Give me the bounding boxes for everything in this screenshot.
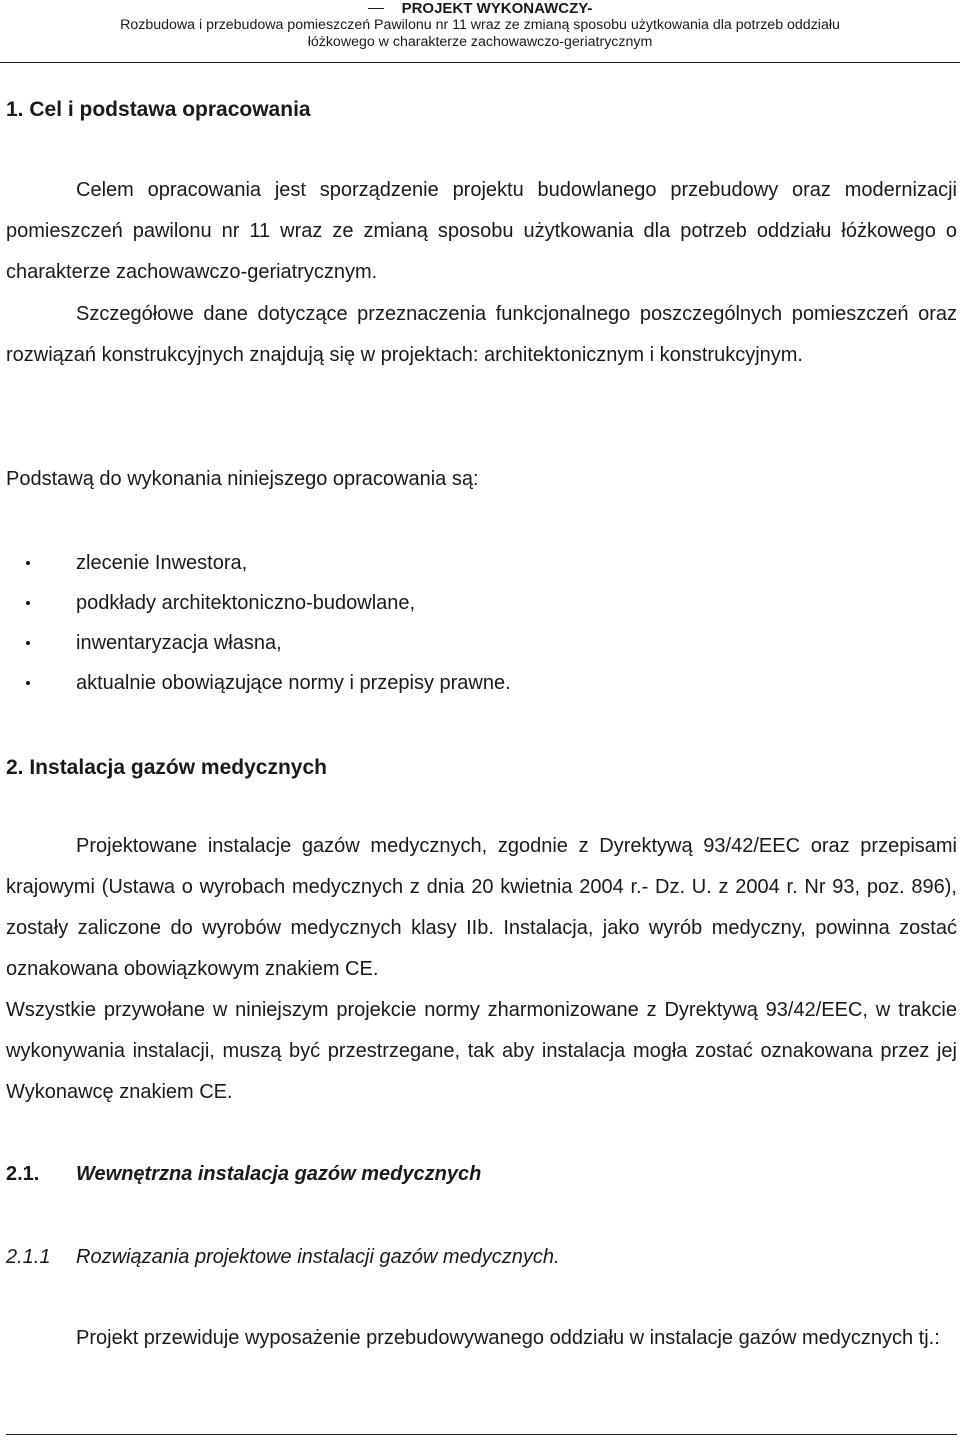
section-2-paragraph-1: Projektowane instalacje gazów medycznych, zgodnie z Dyrektywą 93/42/EEC oraz przepisami krajowymi (Ustawa o wyrobach medycznych z dnia 20 kwietnia 2004 r.- Dz. U. z 2004 r. Nr 93, poz. 896), zostały zaliczone do wyrobów medycznych klasy IIb. Instalacja, jako wyrób medyczny, powinna zostać oznakowana obowiązkowym znakiem CE. [6, 835, 957, 980]
page-header [0, 0, 960, 63]
bullet-icon [26, 681, 30, 685]
section-2-1-title: Wewnętrzna instalacja gazów medycznych [76, 1163, 482, 1185]
section-2-1-1-heading [6, 1245, 957, 1269]
footer-rule [6, 1434, 957, 1435]
section-1-paragraph-2: Szczegółowe dane dotyczące przeznaczenia funkcjonalnego poszczególnych pomieszczeń oraz rozwiązań konstrukcyjnych znajdują się w projektach: architektonicznym i konstrukcyjnym. [6, 303, 957, 366]
section-1-paragraph-1: Celem opracowania jest sporządzenie projektu budowlanego przebudowy oraz modernizacji pomieszczeń pawilonu nr 11 wraz ze zmianą sposobu użytkowania dla potrzeb oddziału łóżkowego o charakterze zachowawczo-geriatrycznym. [6, 179, 957, 283]
section-2-paragraph-2: Wszystkie przywołane w niniejszym projekcie normy zharmonizowane z Dyrektywą 93/42/EEC, w trakcie wykonywania instalacji, muszą być przestrzegane, tak aby instalacja mogła zostać oznakowana przez jej Wykonawcę znakiem CE. [6, 999, 957, 1103]
section-2-1-1-number: 2.1.1 [6, 1246, 51, 1268]
header-line-1: Rozbudowa i przebudowa pomieszczeń Pawilonu nr 11 wraz ze zmianą sposobu użytkowania dla potrzeb oddziału [120, 17, 840, 33]
section-2-1-number: 2.1. [6, 1163, 40, 1185]
list-item: podkłady architektoniczno-budowlane, [6, 583, 957, 623]
section-1-heading: 1. Cel i podstawa opracowania [6, 98, 311, 121]
header-line-2: łóżkowego w charakterze zachowawczo-geriatrycznym [307, 34, 653, 50]
section-2-1-1-paragraph: Projekt przewiduje wyposażenie przebudowywanego oddziału w instalacje gazów medycznych tj.: [76, 1327, 940, 1349]
list-item: inwentaryzacja własna, [6, 623, 957, 663]
header-dash [368, 8, 384, 10]
list-item: zlecenie Inwestora, [6, 543, 957, 583]
section-2-heading: 2. Instalacja gazów medycznych [6, 756, 327, 779]
list-item: aktualnie obowiązujące normy i przepisy prawne. [6, 663, 957, 703]
bullet-icon [26, 601, 30, 605]
header-label-row [0, 0, 960, 17]
section-2-1-heading [6, 1162, 957, 1186]
bullet-icon [26, 561, 30, 565]
section-2-1-1-title: Rozwiązania projektowe instalacji gazów medycznych. [76, 1246, 560, 1268]
header-label: PROJEKT WYKONAWCZY- [401, 0, 593, 17]
basis-list [6, 543, 957, 703]
section-1-basis-intro: Podstawą do wykonania niniejszego opracowania są: [6, 468, 479, 490]
bullet-icon [26, 641, 30, 645]
